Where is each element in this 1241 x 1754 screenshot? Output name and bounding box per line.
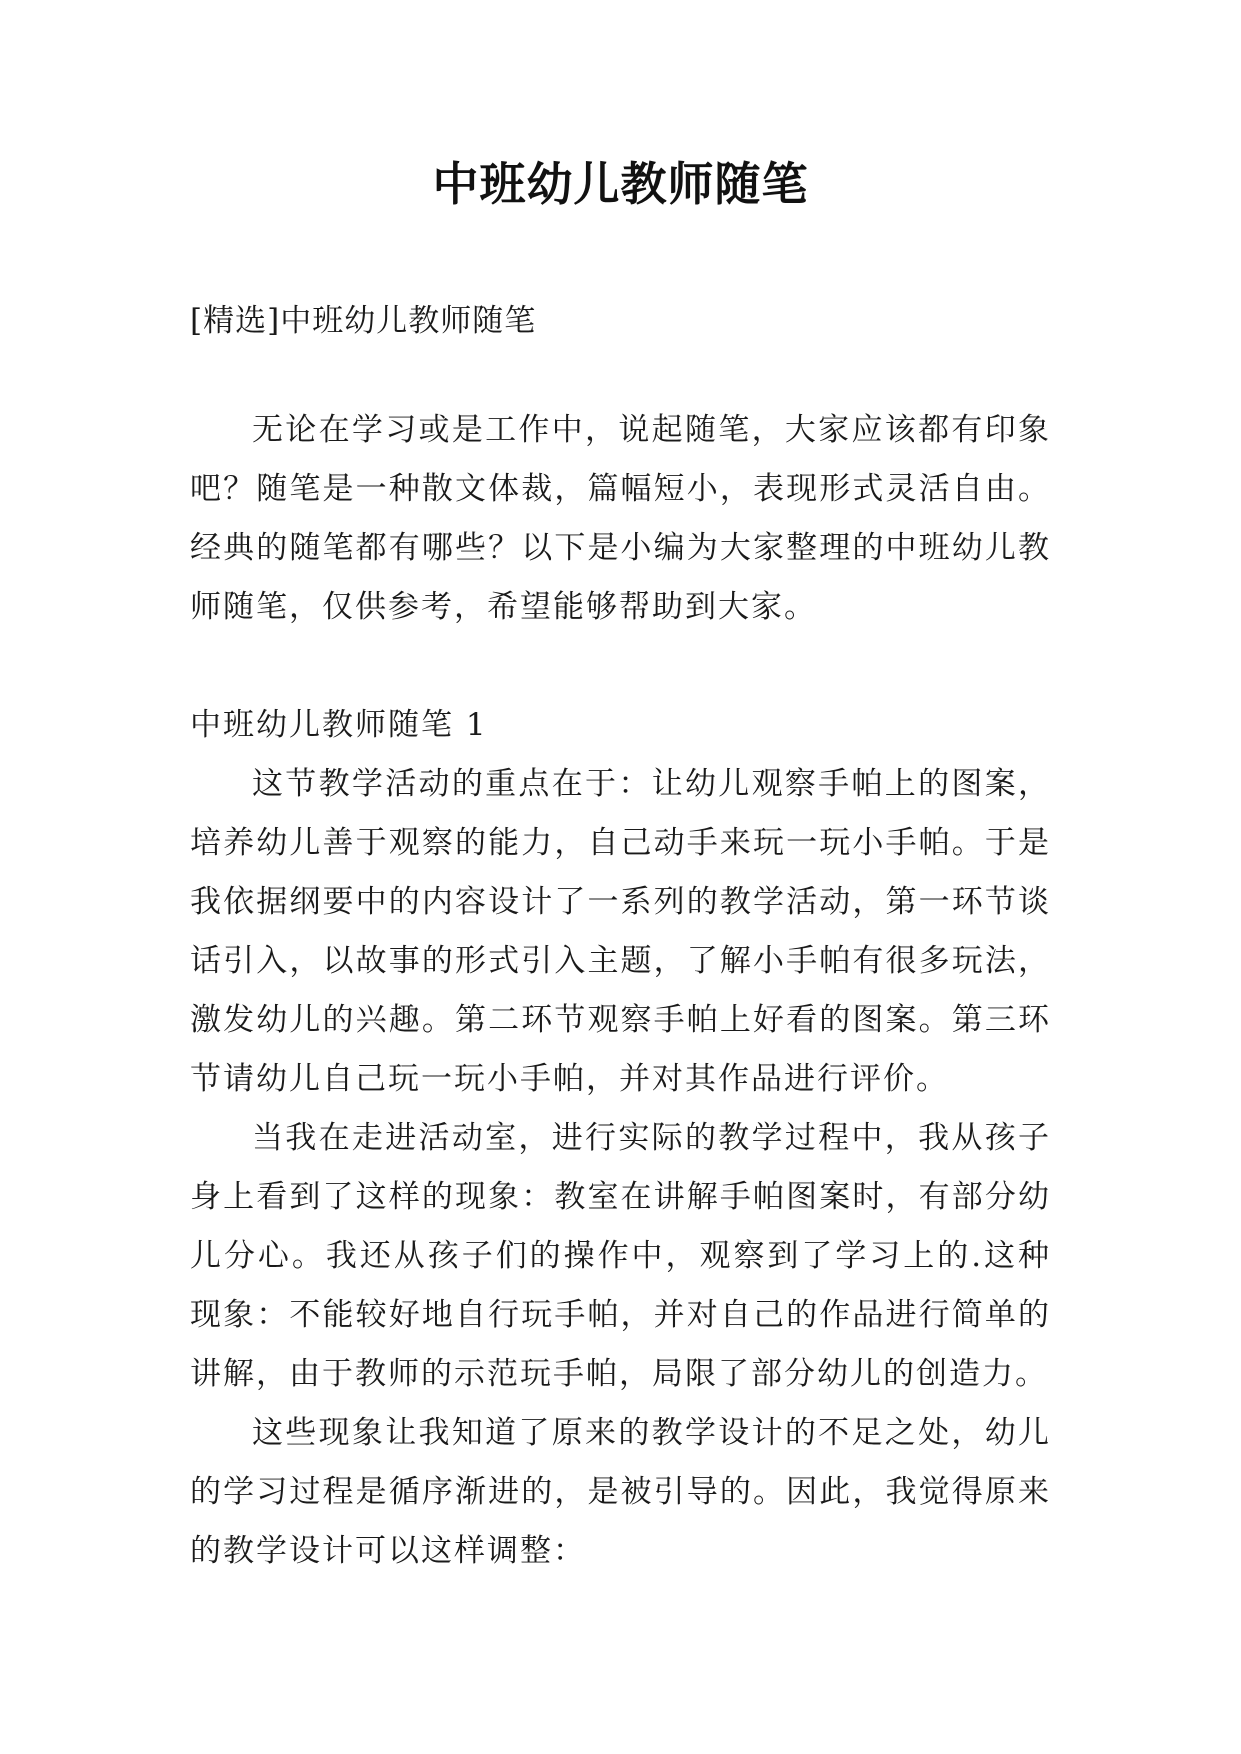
section-1-paragraph-3: 这些现象让我知道了原来的教学设计的不足之处，幼儿的学习过程是循序渐进的，是被引导的。因此，我觉得原来的教学设计可以这样调整： <box>190 1415 1051 1569</box>
section-1-paragraph-2: 当我在走进活动室，进行实际的教学过程中，我从孩子身上看到了这样的现象：教室在讲解手帕图案时，有部分幼儿分心。我还从孩子们的操作中，观察到了学习上的.这种现象：不能较好地自行玩手帕，并对自己的作品进行简单的讲解，由于教师的示范玩手帕，局限了部分幼儿的创造力。 <box>190 1120 1051 1392</box>
document-subtitle: [精选]中班幼儿教师随笔 <box>190 303 537 339</box>
intro-block <box>190 401 1051 637</box>
section-1 <box>190 696 1051 1581</box>
intro-paragraph: 无论在学习或是工作中，说起随笔，大家应该都有印象吧？随笔是一种散文体裁，篇幅短小，表现形式灵活自由。经典的随笔都有哪些？以下是小编为大家整理的中班幼儿教师随笔，仅供参考，希望能够帮助到大家。 <box>190 412 1051 625</box>
document-title: 中班幼儿教师随笔 <box>432 157 809 211</box>
section-1-paragraph-1: 这节教学活动的重点在于：让幼儿观察手帕上的图案，培养幼儿善于观察的能力，自己动手来玩一玩小手帕。于是我依据纲要中的内容设计了一系列的教学活动，第一环节谈话引入，以故事的形式引入主题，了解小手帕有很多玩法，激发幼儿的兴趣。第二环节观察手帕上好看的图案。第三环节请幼儿自己玩一玩小手帕，并对其作品进行评价。 <box>190 766 1051 1097</box>
section-1-heading: 中班幼儿教师随笔 1 <box>190 707 488 743</box>
